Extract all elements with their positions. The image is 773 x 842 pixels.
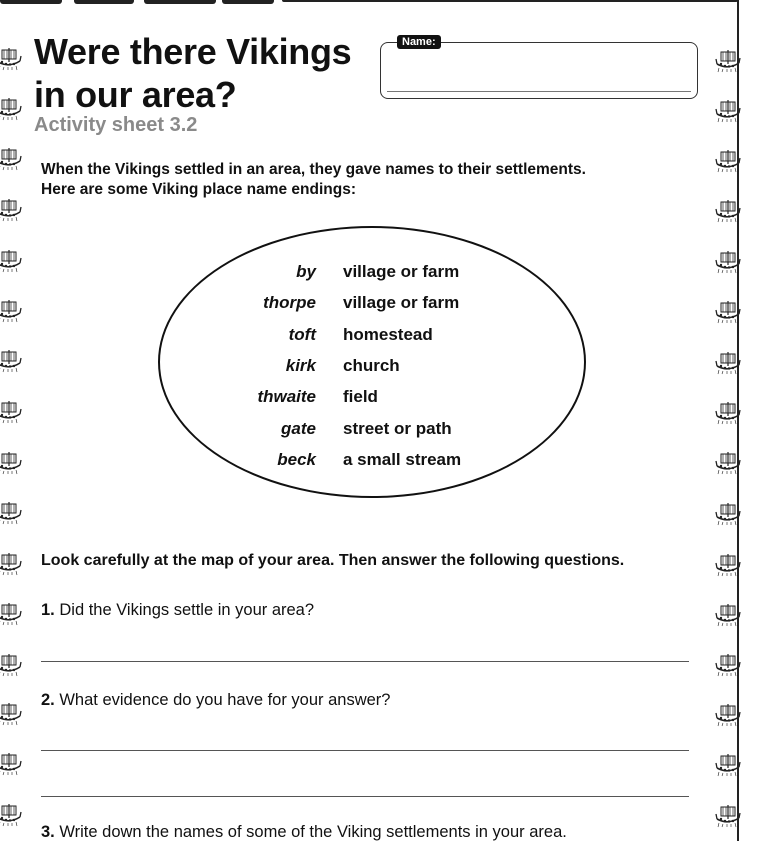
ending-suffix: thorpe <box>263 293 316 313</box>
viking-ship-icon <box>715 197 741 223</box>
ending-suffix: beck <box>277 449 316 469</box>
intro-line-2: Here are some Viking place name endings: <box>41 181 357 198</box>
question-2 <box>41 691 390 710</box>
ending-row <box>200 262 540 282</box>
ending-meaning: village or farm <box>343 293 460 313</box>
answer-line-3[interactable] <box>41 796 689 797</box>
title-line-1: Were there Vikings <box>34 31 352 72</box>
answer-line-2[interactable] <box>41 750 689 751</box>
viking-ship-icon <box>715 248 741 274</box>
ending-suffix: kirk <box>285 355 316 375</box>
viking-ship-icon <box>0 398 22 424</box>
viking-ship-icon <box>715 97 741 123</box>
question-text: Did the Vikings settle in your area? <box>59 601 315 619</box>
viking-ship-icon <box>715 601 741 627</box>
viking-ship-icon <box>0 700 22 726</box>
intro-line-1: When the Vikings settled in an area, they gave names to their settlements. <box>41 161 586 178</box>
viking-ship-icon <box>715 802 741 828</box>
viking-ship-icon <box>715 651 741 677</box>
viking-ship-icon <box>715 449 741 475</box>
ending-meaning: homestead <box>343 324 433 344</box>
ending-row <box>200 387 540 407</box>
activity-sheet-label: Activity sheet 3.2 <box>34 114 198 136</box>
question-number: 3. <box>41 823 55 841</box>
name-label: Name: <box>397 35 441 49</box>
ending-suffix: toft <box>288 324 316 344</box>
instruction-text: Look carefully at the map of your area. Then answer the following questions. <box>41 552 625 569</box>
viking-ship-icon <box>715 349 741 375</box>
viking-ship-icon <box>0 550 22 576</box>
viking-ship-icon <box>715 751 741 777</box>
viking-ship-icon <box>0 750 22 776</box>
viking-ship-icon <box>0 196 22 222</box>
ending-meaning: a small stream <box>343 449 462 469</box>
question-text: What evidence do you have for your answer? <box>59 691 391 709</box>
top-decorative-bar <box>0 0 773 6</box>
page-title <box>34 30 351 116</box>
ending-meaning: street or path <box>343 418 452 438</box>
viking-ship-icon <box>0 449 22 475</box>
ending-row <box>200 419 540 439</box>
viking-ship-icon <box>715 551 741 577</box>
question-number: 2. <box>41 691 55 709</box>
viking-ship-icon <box>0 247 22 273</box>
ending-meaning: church <box>343 355 400 375</box>
viking-ship-icon <box>0 801 22 827</box>
viking-ship-icon <box>715 399 741 425</box>
viking-ship-icon <box>715 701 741 727</box>
ending-row <box>200 356 540 376</box>
question-3 <box>41 823 567 842</box>
question-1 <box>41 601 314 620</box>
ending-row <box>200 325 540 345</box>
ending-row <box>200 450 540 470</box>
name-field[interactable] <box>380 42 698 99</box>
intro-text <box>41 160 701 200</box>
ending-suffix: thwaite <box>257 387 316 407</box>
ending-meaning: village or farm <box>343 262 460 281</box>
viking-ship-icon <box>715 147 741 173</box>
ending-row <box>200 293 540 313</box>
ending-suffix: gate <box>281 418 316 438</box>
title-line-2: in our area? <box>34 74 237 115</box>
viking-ship-icon <box>0 651 22 677</box>
question-text: Write down the names of some of the Viking settlements in your area. <box>59 823 567 841</box>
ending-suffix: by <box>296 262 316 281</box>
viking-ship-icon <box>715 500 741 526</box>
viking-ship-icon <box>0 347 22 373</box>
viking-ship-icon <box>715 47 741 73</box>
viking-ship-icon <box>0 297 22 323</box>
viking-ship-icon <box>0 600 22 626</box>
viking-ship-icon <box>715 298 741 324</box>
viking-ship-icon <box>0 145 22 171</box>
ending-meaning: field <box>343 387 378 407</box>
viking-ship-icon <box>0 499 22 525</box>
name-line <box>387 91 691 92</box>
question-number: 1. <box>41 601 55 619</box>
answer-line-1[interactable] <box>41 661 689 662</box>
viking-ship-icon <box>0 95 22 121</box>
viking-ship-icon <box>0 45 22 71</box>
